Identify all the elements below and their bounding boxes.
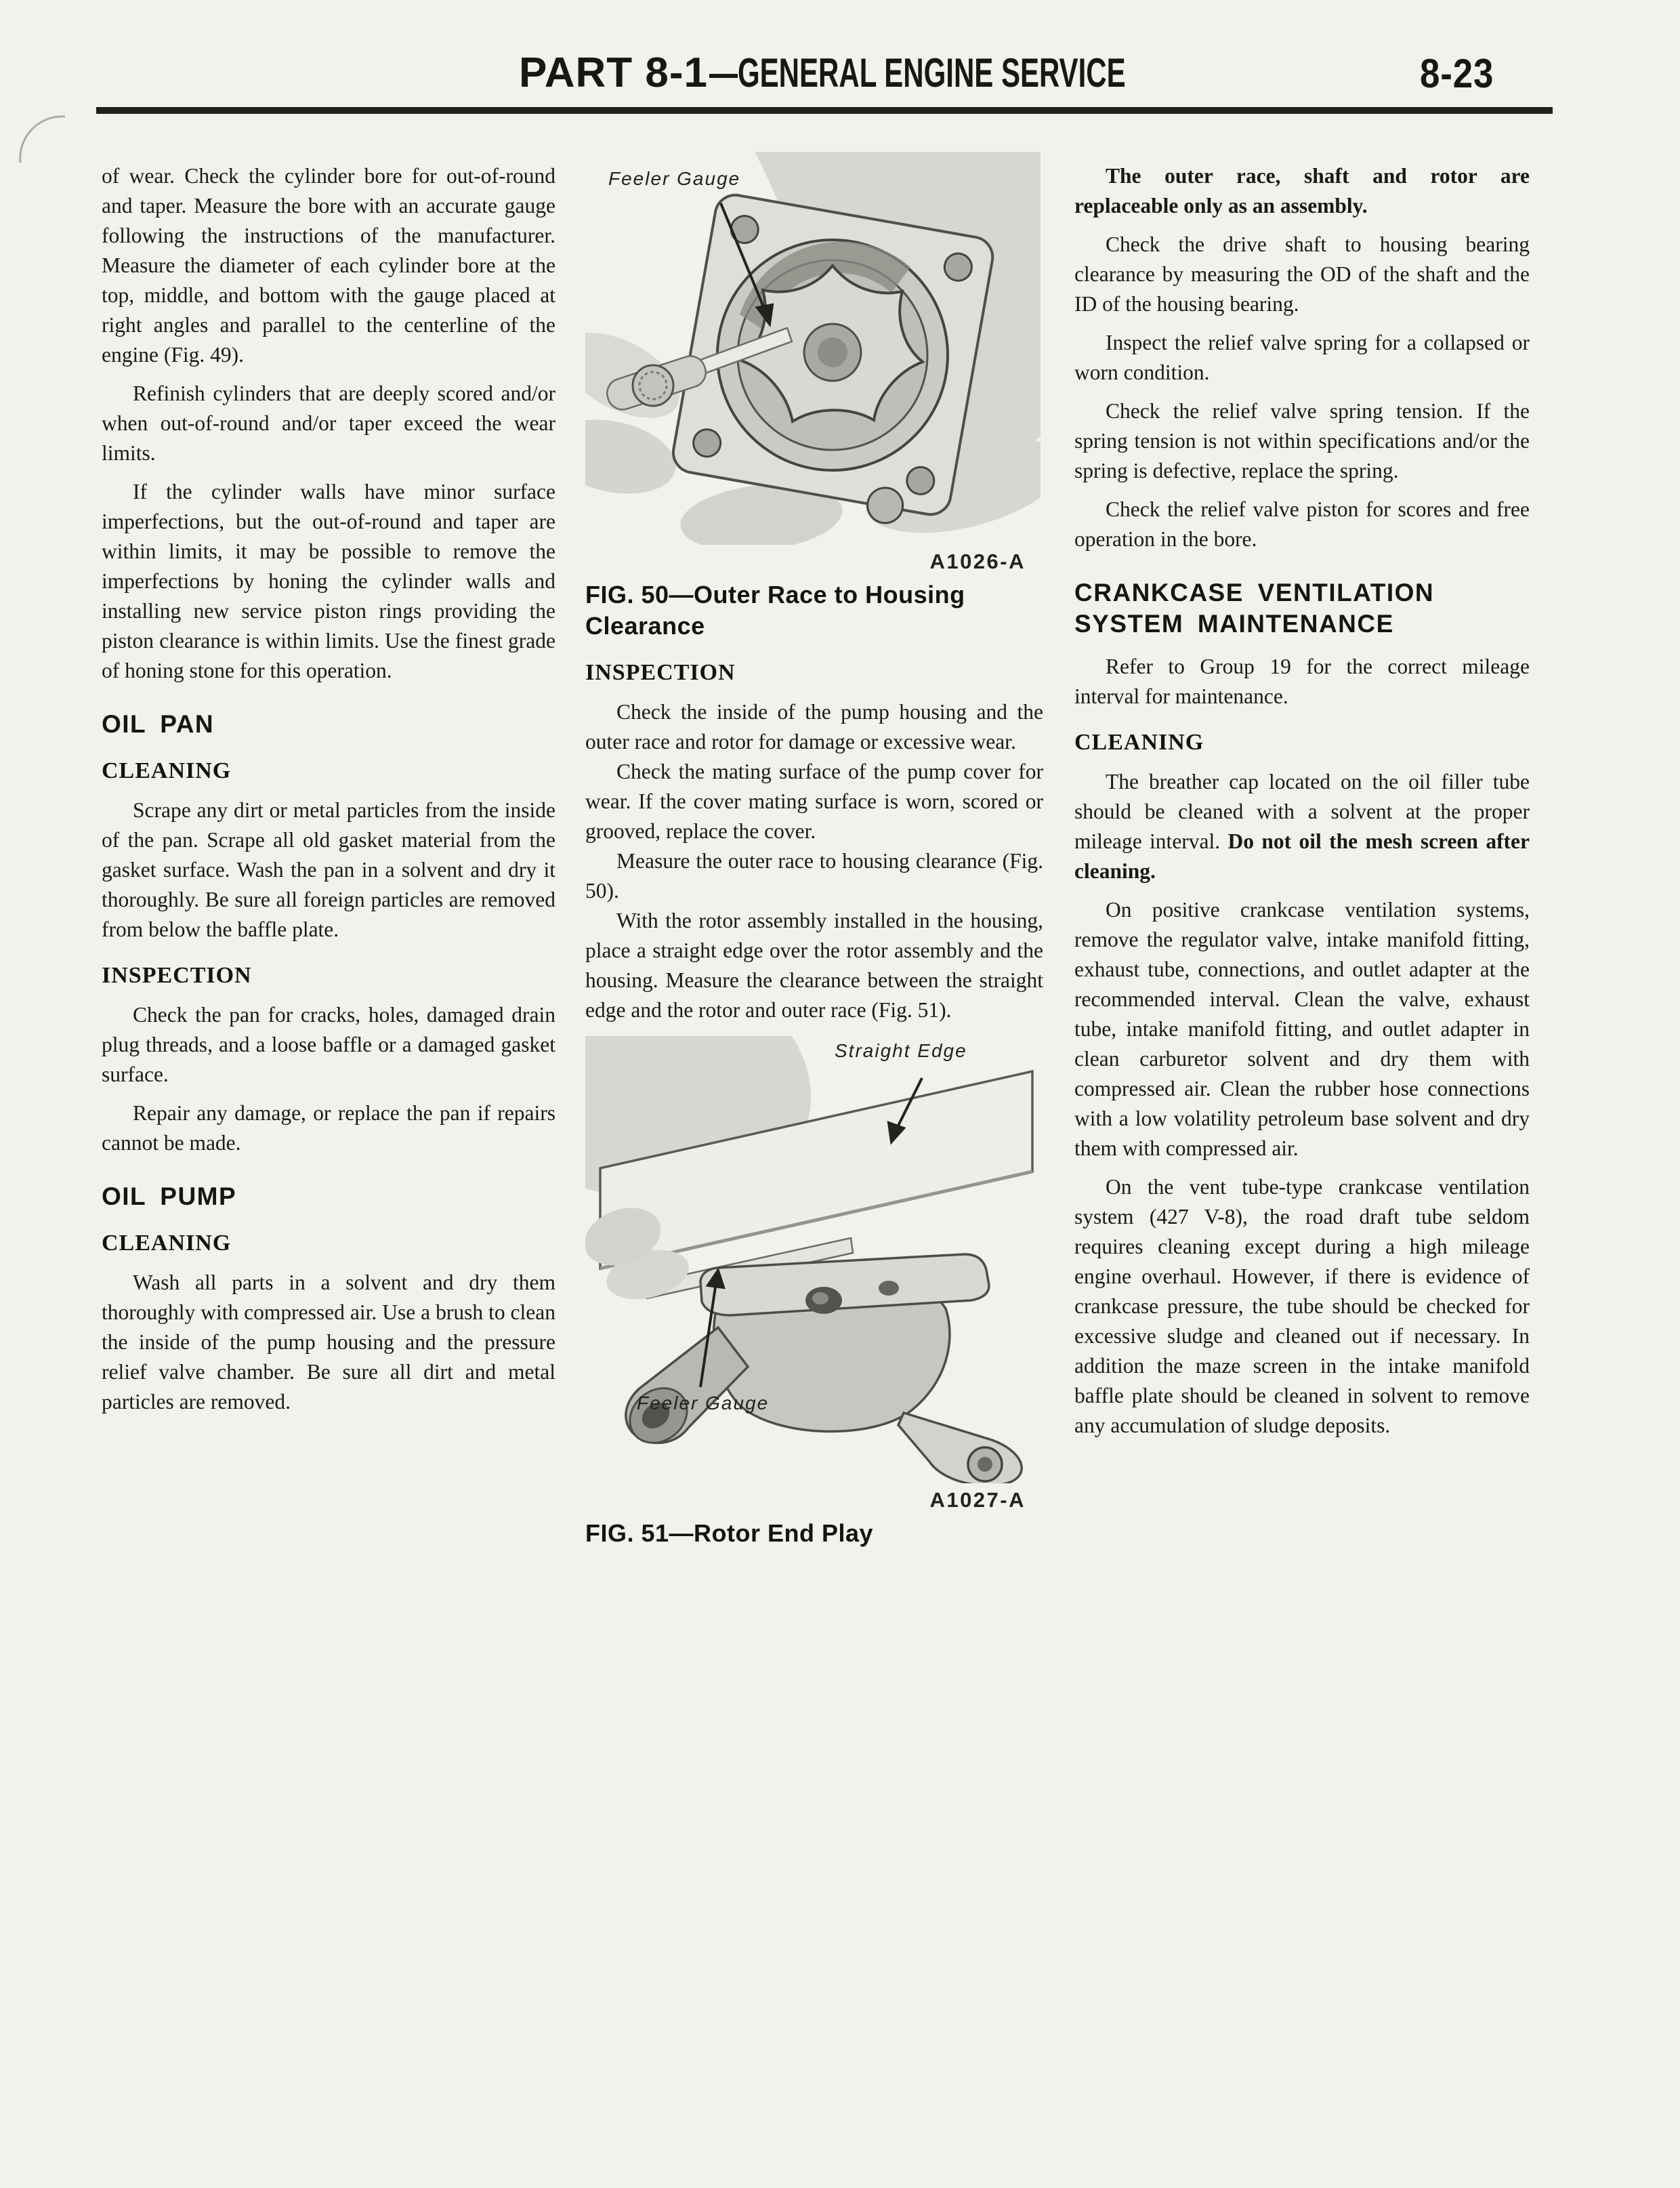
page-title: —GENERAL ENGINE SERVICE [709, 50, 1126, 96]
paragraph: With the rotor assembly installed in the housing, place a straight edge over the rotor assembly and the housing. Measure the clearance between the straight edge and the rotor and outer race (Fig. 51). [585, 909, 1043, 1022]
paragraph: Inspect the relief valve spring for a collapsed or worn condition. [1074, 331, 1530, 384]
subheading-cleaning: CLEANING [1074, 730, 1204, 755]
fig51-caption: FIG. 51—Rotor End Play [585, 1519, 874, 1547]
page-header [519, 49, 1304, 97]
fig50-photo-code: A1026-A [929, 550, 1026, 573]
fig51-feeler-gauge-label: Feeler Gauge [637, 1392, 770, 1413]
right-column [1074, 161, 1530, 1441]
paragraph: Check the inside of the pump housing and the outer race and rotor for damage or excessive wear. [585, 700, 1043, 754]
fig50-photo-illustration [585, 152, 1041, 545]
left-column [102, 161, 555, 1417]
paragraph: Measure the outer race to housing clearance (Fig. 50). [585, 849, 1043, 903]
subheading-cleaning: CLEANING [102, 1231, 232, 1256]
paragraph: Wash all parts in a solvent and dry them thoroughly with compressed air. Use a brush to clean the inside of the pump housing and the pressure relief valve chamber. Be sure all dirt and metal particles are removed. [102, 1271, 555, 1413]
subheading-inspection: INSPECTION [102, 963, 252, 988]
section-heading-oil-pan: OIL PAN [102, 710, 215, 738]
paragraph-bold-text: Do not oil the mesh screen after cleaning. [1074, 829, 1530, 883]
fig51-straight-edge-label: Straight Edge [835, 1040, 967, 1061]
page-number: 8-23 [1420, 51, 1494, 96]
paragraph-text: The breather cap located on the oil filler tube should be cleaned with a solvent at the proper mileage interval. [1074, 770, 1530, 853]
paragraph-bold: The outer race, shaft and rotor are replaceable only as an assembly. [1074, 164, 1530, 218]
paragraph: Check the relief valve piston for scores and free operation in the bore. [1074, 497, 1530, 551]
scan-arc-artifact [16, 112, 73, 169]
paragraph: Check the relief valve spring tension. If the spring tension is not within specifications and/or the spring is defective, replace the spring. [1074, 399, 1530, 482]
paragraph: Refinish cylinders that are deeply scored and/or when out-of-round and/or taper exceed the wear limits. [102, 381, 555, 465]
header-rule [96, 107, 1553, 114]
paragraph: On the vent tube-type crankcase ventilation system (427 V-8), the road draft tube seldom requires cleaning except during a high mileage engine overhaul. However, if there is evidence of crankcase pressure, the tube should be checked for excessive sludge and cleaned out if necessary. In addition the maze screen in the intake manifold baffle plate should be cleaned in solvent to remove any accumulation of sludge deposits. [1074, 1175, 1530, 1437]
figure-50 [585, 152, 1043, 548]
section-heading-oil-pump: OIL PUMP [102, 1182, 237, 1210]
section-heading-crankcase-ventilation: CRANKCASE VENTILATION SYSTEM MAINTENANCE [1074, 579, 1435, 638]
paragraph: Repair any damage, or replace the pan if repairs cannot be made. [102, 1101, 555, 1155]
fig51-photo-illustration [585, 1036, 1041, 1483]
subheading-inspection: INSPECTION [585, 660, 736, 685]
fig51-photo-code: A1027-A [929, 1488, 1026, 1512]
paragraph [1074, 767, 1530, 886]
paragraph: If the cylinder walls have minor surface imperfections, but the out-of-round and taper are within limits, it may be possible to remove the imperfections by honing the cylinder walls and installing new service piston rings providing the piston clearance is within limits. Use the finest grade of honing stone for this operation. [102, 480, 555, 682]
paragraph: Check the pan for cracks, holes, damaged drain plug threads, and a loose baffle or a damaged gasket surface. [102, 1003, 555, 1086]
paragraph: Check the mating surface of the pump cover for wear. If the cover mating surface is worn, scored or grooved, replace the cover. [585, 760, 1043, 843]
paragraph: Scrape any dirt or metal particles from the inside of the pan. Scrape all old gasket material from the gasket surface. Wash the pan in a solvent and dry it thoroughly. Be sure all foreign particles are removed from below the baffle plate. [102, 798, 555, 941]
paragraph: Refer to Group 19 for the correct mileage interval for maintenance. [1074, 655, 1530, 708]
fig50-feeler-gauge-label: Feeler Gauge [608, 168, 741, 189]
paragraph: Check the drive shaft to housing bearing clearance by measuring the OD of the shaft and the ID of the housing bearing. [1074, 232, 1530, 316]
middle-column [585, 152, 1043, 1549]
part-number: PART 8-1 [519, 49, 709, 96]
fig50-caption: FIG. 50—Outer Race to Housing Clearance [585, 581, 965, 640]
paragraph: On positive crankcase ventilation systems, remove the regulator valve, intake manifold fitting, exhaust tube, connections, and outlet adapter at the recommended interval. Clean the valve, exhaust tube, intake manifold fitting, and outlet adapter in clean carburetor solvent and dry them with compressed air. Clean the rubber hose connections with a low volatility petroleum base solvent and dry them with compressed air. [1074, 898, 1530, 1160]
figure-51 [585, 1036, 1043, 1487]
subheading-cleaning: CLEANING [102, 758, 232, 783]
paragraph: of wear. Check the cylinder bore for out-of-round and taper. Measure the bore with an accurate gauge following the instructions of the manufacturer. Measure the diameter of each cylinder bore at the top, middle, and bottom with the gauge placed at right angles and parallel to the centerline of the engine (Fig. 49). [102, 164, 555, 367]
